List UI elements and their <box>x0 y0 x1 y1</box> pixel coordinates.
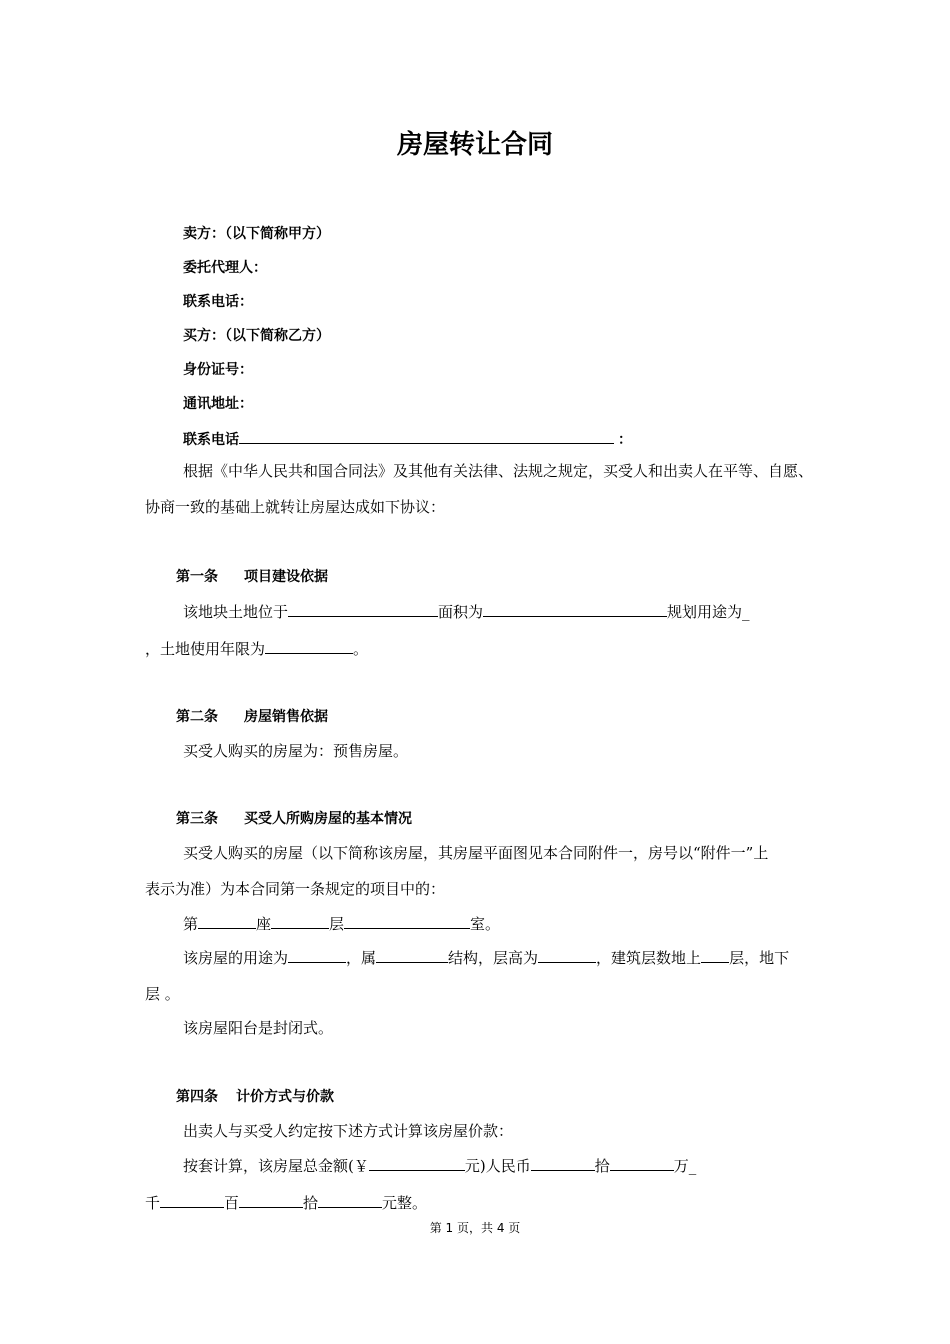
article-title: 计价方式与价款 <box>236 1089 334 1105</box>
blank-field <box>265 638 353 654</box>
page-title: 房屋转让合同 <box>396 130 553 160</box>
article-1-line-1 <box>183 601 750 622</box>
article-2-text: 买受人购买的房屋为：预售房屋。 <box>183 742 409 760</box>
buyer-phone-colon: ： <box>618 432 632 448</box>
agent-line: 委托代理人： <box>183 260 267 276</box>
text-fragment: 座 <box>256 915 272 933</box>
article-3-line-2: 表示为准）为本合同第一条规定的项目中的： <box>145 880 446 898</box>
text-fragment: ，属 <box>346 949 377 967</box>
blank-field <box>198 913 256 929</box>
text-fragment: 元整。 <box>382 1194 428 1212</box>
text-fragment: 该房屋的用途为 <box>183 949 289 967</box>
buyer-phone-label: 联系电话 <box>183 432 239 448</box>
text-fragment: 拾 <box>594 1157 610 1175</box>
blank-field <box>288 601 438 617</box>
text-fragment: 层 <box>329 915 345 933</box>
text-fragment: 千 <box>145 1194 161 1212</box>
blank-field <box>239 1192 303 1208</box>
article-title: 项目建设依据 <box>244 569 328 585</box>
text-fragment: 拾 <box>303 1194 319 1212</box>
text-fragment: 层，地下 <box>729 949 790 967</box>
blank-field <box>610 1155 674 1171</box>
article-1-heading <box>176 567 328 587</box>
article-4-amount-line <box>183 1155 696 1176</box>
article-number: 第三条 <box>176 811 218 827</box>
blank-field <box>531 1155 595 1171</box>
text-fragment: 结构，层高为 <box>448 949 539 967</box>
text-fragment: 面积为 <box>438 603 484 621</box>
seller-phone-line: 联系电话： <box>183 294 253 310</box>
text-fragment: 规划用途为_ <box>667 603 750 621</box>
article-title: 买受人所购房屋的基本情况 <box>244 811 412 827</box>
text-fragment: 按套计算，该房屋总金额(￥ <box>183 1157 369 1175</box>
text-fragment: ，土地使用年限为 <box>145 640 266 658</box>
blank-field <box>369 1155 465 1171</box>
blank-field <box>538 947 596 963</box>
article-number: 第四条 <box>176 1089 218 1105</box>
blank-field <box>239 428 614 444</box>
text-fragment: 万_ <box>673 1157 697 1175</box>
intro-line-2: 协商一致的基础上就转让房屋达成如下协议： <box>145 498 446 516</box>
address-line: 通讯地址： <box>183 396 253 412</box>
text-fragment: 百 <box>224 1194 240 1212</box>
blank-field <box>160 1192 224 1208</box>
article-title: 房屋销售依据 <box>244 709 328 725</box>
article-3-heading <box>176 809 412 829</box>
page-footer: 第 1 页，共 4 页 <box>429 1221 521 1235</box>
article-3-line-1: 买受人购买的房屋（以下简称该房屋，其房屋平面图见本合同附件一，房号以“附件一”上 <box>183 844 769 862</box>
article-1-line-2 <box>145 638 368 659</box>
buyer-line: 买方：（以下简称乙方） <box>183 328 330 344</box>
blank-field <box>271 913 329 929</box>
text-fragment: 第 <box>183 915 199 933</box>
article-3-room-line <box>183 913 500 934</box>
article-2-heading <box>176 707 328 727</box>
article-4-amount-line-2 <box>145 1192 427 1213</box>
article-3-underground-line: 层 。 <box>145 985 180 1003</box>
text-fragment: 室。 <box>470 915 501 933</box>
blank-field <box>483 601 667 617</box>
blank-field <box>344 913 470 929</box>
buyer-phone-line <box>183 428 632 450</box>
text-fragment: 该地块土地位于 <box>183 603 289 621</box>
text-fragment: 。 <box>353 640 369 658</box>
blank-field <box>318 1192 382 1208</box>
article-3-usage-line <box>183 947 789 968</box>
article-3-balcony-line: 该房屋阳台是封闭式。 <box>183 1019 334 1037</box>
article-number: 第一条 <box>176 569 218 585</box>
article-number: 第二条 <box>176 709 218 725</box>
article-4-heading <box>176 1087 334 1107</box>
text-fragment: 元)人民币 <box>464 1157 531 1175</box>
text-fragment: ，建筑层数地上 <box>596 949 702 967</box>
intro-line-1: 根据《中华人民共和国合同法》及其他有关法律、法规之规定，买受人和出卖人在平等、自愿、 <box>183 462 814 480</box>
seller-line: 卖方：（以下简称甲方） <box>183 226 330 242</box>
blank-field <box>376 947 448 963</box>
blank-field <box>288 947 346 963</box>
id-number-line: 身份证号： <box>183 362 253 378</box>
blank-field <box>701 947 729 963</box>
article-4-line-1: 出卖人与买受人约定按下述方式计算该房屋价款： <box>183 1122 514 1140</box>
